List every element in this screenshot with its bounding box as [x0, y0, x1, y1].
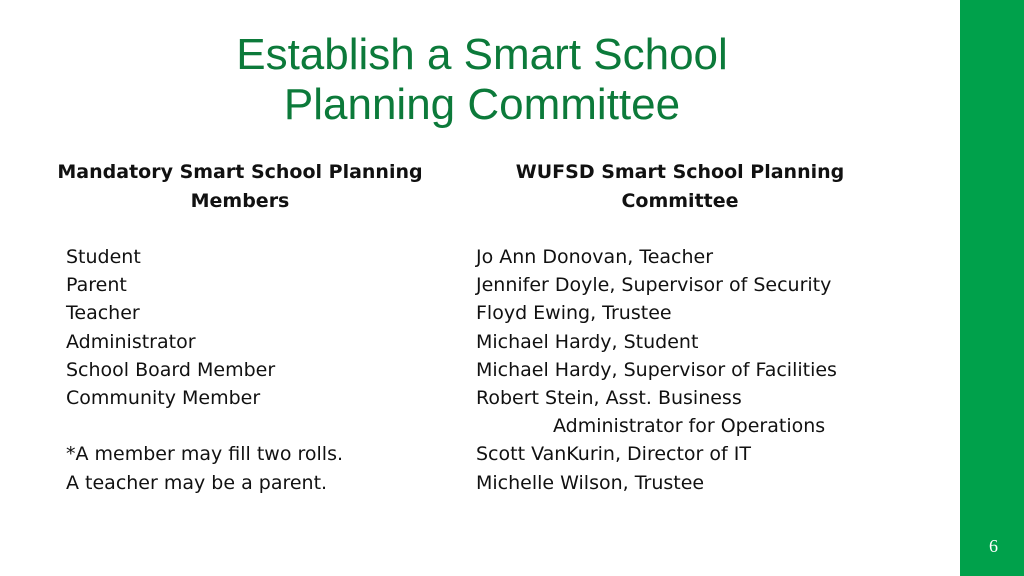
committee-member-continuation: Administrator for Operations [553, 415, 826, 438]
committee-member: Robert Stein, Asst. Business [476, 387, 742, 410]
committee-column [476, 158, 896, 497]
heading-line-2: Committee [621, 189, 739, 212]
note: *A member may fill two rolls. [66, 443, 344, 466]
spacer [66, 412, 456, 440]
member-role: Administrator [66, 330, 196, 353]
committee-member: Jo Ann Donovan, Teacher [476, 246, 714, 268]
slide-title [120, 30, 844, 130]
note: A teacher may be a parent. [66, 471, 328, 494]
title-line-2: Planning Committee [283, 80, 681, 129]
heading-line-1: WUFSD Smart School Planning [515, 161, 845, 183]
member-role: Community Member [66, 387, 261, 410]
heading-line-1: Mandatory Smart School Planning [57, 161, 423, 183]
member-role: Parent [66, 274, 127, 297]
heading-line-2: Members [190, 189, 290, 212]
member-role: Teacher [66, 302, 140, 325]
committee-member: Scott VanKurin, Director of IT [476, 443, 751, 466]
committee-member: Michael Hardy, Supervisor of Facilities [476, 358, 837, 381]
title-line-1: Establish a Smart School [236, 30, 728, 79]
side-accent-bar [960, 0, 1024, 576]
committee-member: Michael Hardy, Student [476, 330, 699, 353]
committee-member: Michelle Wilson, Trustee [476, 471, 705, 494]
slide-number: 6 [989, 536, 998, 556]
mandatory-members-column [57, 158, 456, 497]
member-role: School Board Member [66, 358, 276, 381]
committee-member: Floyd Ewing, Trustee [476, 302, 672, 325]
committee-member: Jennifer Doyle, Supervisor of Security [476, 274, 832, 297]
committee-heading [476, 158, 884, 215]
mandatory-members-heading [46, 158, 434, 215]
member-role: Student [66, 246, 141, 268]
